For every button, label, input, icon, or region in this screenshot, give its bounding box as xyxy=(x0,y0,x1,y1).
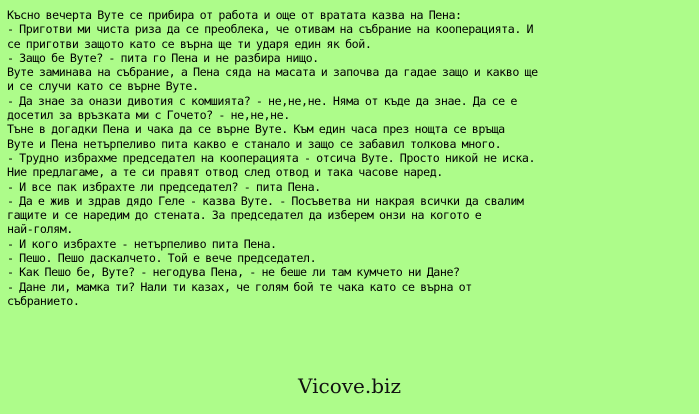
text-line: досетил за връзката ми с Гочето? - не,не,не. xyxy=(7,108,290,123)
text-line: Ние предлагаме, а те си правят отвод след отвод и така часове наред. xyxy=(7,165,443,180)
text-line: Тъне в догадки Пена и чака да се върне Вуте. Към един часа през нощта се връща xyxy=(7,122,505,137)
text-line: гащите и се наредим до стената. За председател да изберем онзи на когото е xyxy=(7,208,482,223)
text-line: - И кого избрахте - нетърпеливо пита Пена. xyxy=(7,236,277,251)
text-line: Късно вечерта Вуте се прибира от работа и още от вратата казва на Пена: xyxy=(7,8,462,22)
joke-text xyxy=(7,8,693,308)
text-line: - Дане ли, мамка ти? Нали ти казах, че голям бой те чака като се върна от xyxy=(7,279,472,294)
text-line: най-голям. xyxy=(7,222,73,237)
text-line: - Трудно избрахме председател на кооперацията - отсича Вуте. Просто никой не иска. xyxy=(7,150,536,165)
text-line: - Да е жив и здрав дядо Геле - казва Вуте. - Посъветва ни накрая всички да свалим xyxy=(7,193,524,208)
text-line: и се случи като се върне Вуте. xyxy=(7,79,199,94)
text-line: - Защо бе Вуте? - пита го Пена и не разбира нищо. xyxy=(7,50,319,65)
text-line: - Пешо. Пешо даскалчето. Той е вече председател. xyxy=(7,251,317,266)
text-line: се приготви защото като се върна ще ти ударя един як бой. xyxy=(7,36,372,51)
text-line: Вуте и Пена нетърпеливо пита какво е станало и защо се забавил толкова много. xyxy=(7,136,502,151)
text-line: - Как Пешо бе, Вуте? - негодува Пена, - не беше ли там кумчето ни Дане? xyxy=(7,265,460,280)
text-line: - Да знае за онази дивотия с комшията? - не,не,не. Няма от къде да знае. Да се е xyxy=(7,93,517,108)
text-line: Вуте заминава на събрание, а Пена сяда на масата и започва да гадае защо и какво ще xyxy=(7,65,538,80)
text-line: - Приготви ми чиста риза да се преоблека, че отивам на събрание на кооперацията. И xyxy=(7,22,534,37)
text-line: събранието. xyxy=(7,293,80,308)
site-name: Vicove.biz xyxy=(298,374,401,398)
text-line: - И все пак избрахте ли председател? - пита Пена. xyxy=(7,179,321,194)
